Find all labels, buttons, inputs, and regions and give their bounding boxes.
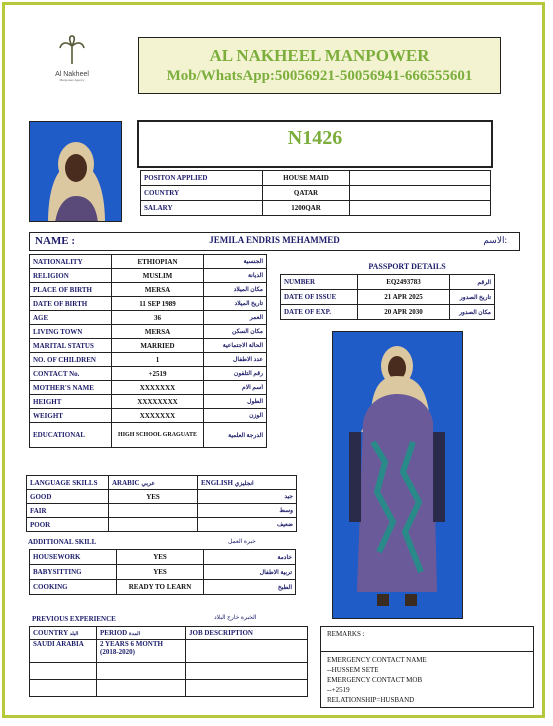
row-label: EDUCATIONAL	[30, 423, 112, 448]
row-value: 1200QAR	[263, 201, 350, 216]
table-row	[30, 297, 267, 311]
empty-cell	[350, 186, 491, 201]
row-value: YES	[117, 550, 204, 565]
row-value: MERSA	[112, 283, 204, 297]
row-label: COOKING	[30, 580, 117, 595]
table-row	[30, 255, 267, 269]
row-value: XXXXXXX	[112, 381, 204, 395]
candidate-name: JEMILA ENDRIS MEHAMMED	[209, 235, 340, 245]
language-skills-label: LANGUAGE SKILLS	[27, 476, 109, 490]
table-row	[30, 367, 267, 381]
row-label: POOR	[27, 518, 109, 532]
row-label-arabic: جيد	[198, 490, 297, 504]
row-label-arabic: الحالة الاجتماعية	[204, 339, 267, 353]
remarks-lines	[327, 655, 427, 705]
country-value: SAUDI ARABIA	[30, 640, 97, 663]
row-value: 36	[112, 311, 204, 325]
row-label-arabic: العمر	[204, 311, 267, 325]
personal-details-table	[29, 254, 267, 448]
additional-skills-table	[29, 549, 296, 595]
row-label: GOOD	[27, 490, 109, 504]
empty-cell	[30, 680, 97, 697]
row-label-arabic: الطول	[204, 395, 267, 409]
logo-subtext: Manpower Agency	[59, 78, 85, 82]
row-value: XXXXXXXX	[112, 395, 204, 409]
candidate-photo-full	[332, 331, 463, 619]
table-row	[30, 395, 267, 409]
table-row	[30, 565, 296, 580]
table-row	[30, 381, 267, 395]
table-row	[30, 325, 267, 339]
row-label-arabic: الرقم	[450, 275, 495, 290]
row-label-arabic: رقم التلفون	[204, 367, 267, 381]
period-header	[97, 627, 186, 640]
empty-cell	[30, 663, 97, 680]
row-label: MOTHER'S NAME	[30, 381, 112, 395]
english-label: ENGLISH	[201, 478, 233, 487]
row-value: READY TO LEARN	[117, 580, 204, 595]
row-label-arabic: وسط	[198, 504, 297, 518]
table-row	[141, 186, 491, 201]
arabic-label: ARABIC	[112, 478, 140, 487]
row-label: NUMBER	[281, 275, 358, 290]
country-label: COUNTRY	[33, 629, 68, 637]
row-value: HOUSE MAID	[263, 171, 350, 186]
passport-title: PASSPORT DETAILS	[368, 262, 446, 271]
name-row	[29, 232, 520, 251]
row-label: HEIGHT	[30, 395, 112, 409]
additional-skill-title: ADDITIONAL SKILL	[28, 538, 97, 546]
position-table	[140, 170, 491, 216]
company-contact: Mob/WhatsApp:50056921-50056941-666555601	[166, 68, 473, 84]
row-label: FAIR	[27, 504, 109, 518]
job-description-header: JOB DESCRIPTION	[186, 627, 308, 640]
remarks-line: EMERGENCY CONTACT NAME	[327, 656, 427, 664]
row-label-arabic: تاريخ الميلاد	[204, 297, 267, 311]
row-value: ETHIOPIAN	[112, 255, 204, 269]
row-value: YES	[117, 565, 204, 580]
table-row	[141, 201, 491, 216]
row-label: PLACE OF BIRTH	[30, 283, 112, 297]
empty-cell	[186, 663, 308, 680]
company-logo	[48, 34, 96, 86]
row-value: EQ2493783	[358, 275, 450, 290]
row-value: MUSLIM	[112, 269, 204, 283]
table-row	[27, 518, 297, 532]
table-row	[30, 580, 296, 595]
row-label: COUNTRY	[141, 186, 263, 201]
row-label: MARITAL STATUS	[30, 339, 112, 353]
table-row	[30, 283, 267, 297]
table-row	[141, 171, 491, 186]
table-header-row	[27, 476, 297, 490]
english-column	[198, 476, 297, 490]
row-label-arabic: الدرجة العلمية	[204, 423, 267, 448]
table-row	[30, 269, 267, 283]
period-label: PERIOD	[100, 629, 128, 637]
remarks-box	[320, 626, 534, 708]
row-value: 1	[112, 353, 204, 367]
country-label-arabic: البلد	[69, 632, 79, 637]
logo-text: Al Nakheel	[55, 71, 89, 78]
row-value: MERSA	[112, 325, 204, 339]
table-row	[30, 353, 267, 367]
row-label: DATE OF EXP.	[281, 305, 358, 320]
row-label: LIVING TOWN	[30, 325, 112, 339]
language-skills-table	[26, 475, 297, 532]
row-value: 11 SEP 1989	[112, 297, 204, 311]
row-value: 20 APR 2030	[358, 305, 450, 320]
row-label: NATIONALITY	[30, 255, 112, 269]
previous-experience-title: PREVIOUS EXPERIENCE	[32, 615, 116, 623]
arabic-value	[109, 518, 198, 532]
table-row	[30, 311, 267, 325]
empty-cell	[350, 201, 491, 216]
remarks-title: REMARKS :	[327, 630, 365, 638]
row-label: CONTACT No.	[30, 367, 112, 381]
company-header	[138, 37, 501, 94]
row-label: HOUSEWORK	[30, 550, 117, 565]
table-row	[30, 409, 267, 423]
table-row	[30, 339, 267, 353]
row-label: NO. OF CHILDREN	[30, 353, 112, 367]
ref-code-box	[137, 120, 493, 168]
row-value: MARRIED	[112, 339, 204, 353]
table-row	[27, 490, 297, 504]
row-label-arabic: الوزن	[204, 409, 267, 423]
row-label: AGE	[30, 311, 112, 325]
additional-skill-title-arabic: خبرة العمل	[228, 539, 256, 545]
table-row	[281, 275, 495, 290]
row-label-arabic: تاريخ الصدور	[450, 290, 495, 305]
row-label: SALARY	[141, 201, 263, 216]
row-label-arabic: اسم الام	[204, 381, 267, 395]
table-row	[30, 550, 296, 565]
candidate-photo-small	[29, 121, 122, 222]
row-label: POSITON APPLIED	[141, 171, 263, 186]
arabic-value	[109, 504, 198, 518]
table-row	[30, 640, 308, 663]
arabic-value: YES	[109, 490, 198, 504]
table-row	[30, 423, 267, 448]
row-value: HIGH SCHOOL GRAGUATE	[112, 423, 204, 448]
row-label: DATE OF ISSUE	[281, 290, 358, 305]
table-row	[30, 680, 308, 697]
country-header	[30, 627, 97, 640]
row-label: DATE OF BIRTH	[30, 297, 112, 311]
remarks-line: RELATIONSHIP=HUSBAND	[327, 696, 415, 704]
name-label: NAME :	[35, 235, 76, 247]
row-label-arabic: الجنسية	[204, 255, 267, 269]
empty-cell	[97, 680, 186, 697]
period-label-arabic: المدة	[128, 632, 141, 637]
arabic-label-arabic: عربي	[141, 480, 155, 487]
empty-cell	[97, 663, 186, 680]
english-label-arabic: انجليزي	[234, 480, 254, 487]
row-label-arabic: مكان الصدور	[450, 305, 495, 320]
row-value: QATAR	[263, 186, 350, 201]
remarks-line: --HUSSEM SETE	[327, 666, 379, 674]
row-label-arabic: الطبخ	[204, 580, 296, 595]
row-label-arabic: مكان الميلاد	[204, 283, 267, 297]
row-label-arabic: مكان السكن	[204, 325, 267, 339]
remarks-divider	[321, 651, 533, 652]
row-label-arabic: ضعيف	[198, 518, 297, 532]
passport-table	[280, 274, 495, 320]
arabic-column	[109, 476, 198, 490]
experience-table	[29, 626, 308, 697]
row-label-arabic: الديانة	[204, 269, 267, 283]
empty-cell	[186, 680, 308, 697]
remarks-line: EMERGENCY CONTACT MOB	[327, 676, 423, 684]
row-label-arabic: خادمة	[204, 550, 296, 565]
table-header-row	[30, 627, 308, 640]
row-label-arabic: تربية الاطفال	[204, 565, 296, 580]
job-description-value	[186, 640, 308, 663]
remarks-line: --+2519	[327, 686, 350, 694]
row-value: 21 APR 2025	[358, 290, 450, 305]
previous-experience-title-arabic: الخبرة خارج البلاد	[214, 615, 257, 621]
period-value: 2 YEARS 6 MONTH (2018-2020)	[97, 640, 186, 663]
row-value: XXXXXXX	[112, 409, 204, 423]
row-label-arabic: عدد الاطفال	[204, 353, 267, 367]
row-label: BABYSITTING	[30, 565, 117, 580]
name-label-arabic: الاسم:	[483, 235, 507, 245]
row-label: WEIGHT	[30, 409, 112, 423]
row-label: RELIGION	[30, 269, 112, 283]
table-row	[281, 290, 495, 305]
company-name: AL NAKHEEL MANPOWER	[209, 46, 430, 65]
table-row	[30, 663, 308, 680]
ref-code: N1426	[287, 127, 343, 149]
empty-cell	[350, 171, 491, 186]
table-row	[281, 305, 495, 320]
row-value: +2519	[112, 367, 204, 381]
table-row	[27, 504, 297, 518]
palm-icon	[57, 34, 87, 66]
